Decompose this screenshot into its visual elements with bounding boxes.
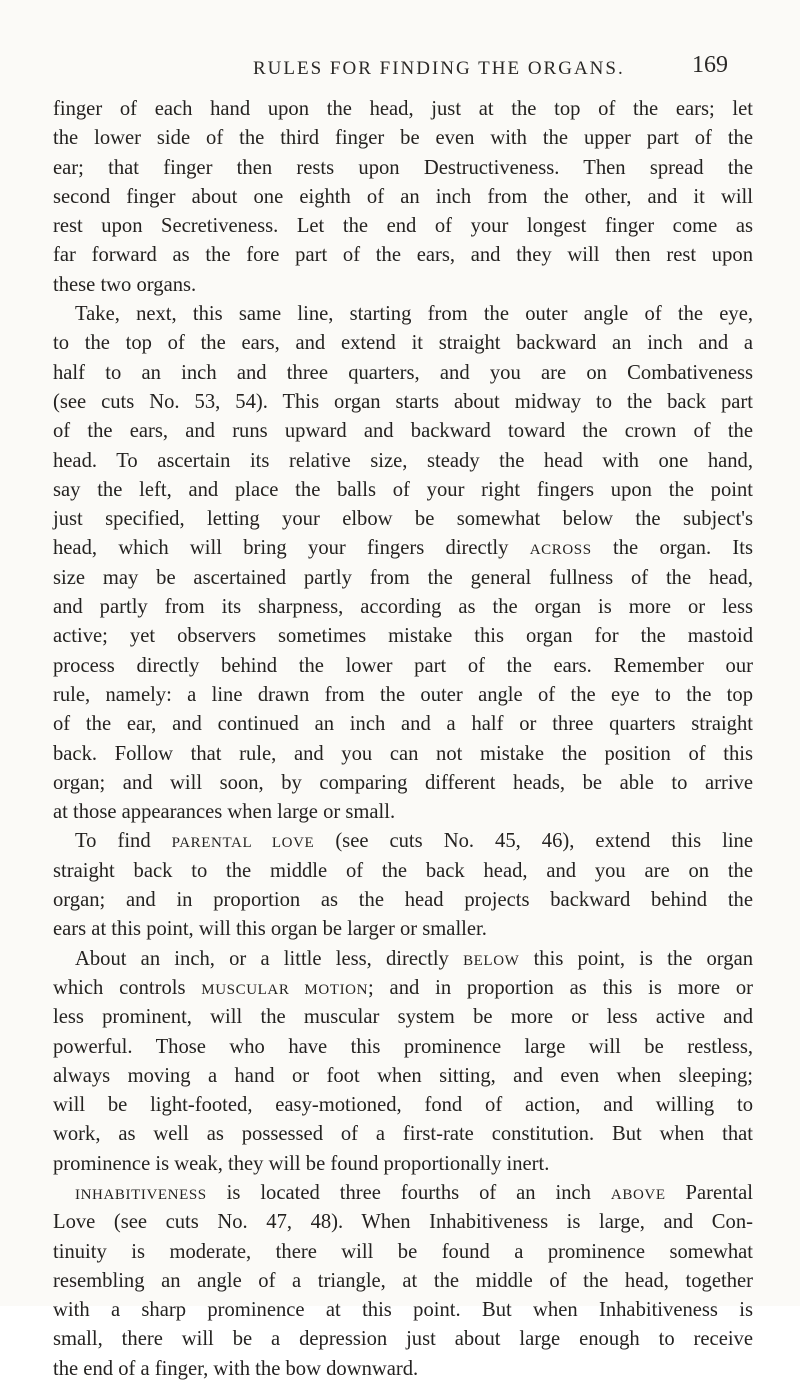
text-segment: small, there will be a depression just about large enough to receive [53,1328,753,1351]
text-line [53,974,753,1003]
text-line [53,154,753,183]
text-line [53,505,753,534]
text-line [53,652,753,681]
text-line [53,300,753,329]
text-segment: (see cuts No. 53, 54). This organ starts about midway to the back part [53,390,753,413]
text-segment: back. Follow that rule, and you can not mistake the position of this [53,742,753,765]
small-caps-term: ACROSS [529,542,592,559]
text-segment: rest upon Secretiveness. Let the end of your longest finger come as [53,215,753,238]
text-line [53,1179,753,1208]
text-segment: just specified, letting your elbow be somewhat below the subject's [53,508,753,531]
text-line [53,1325,753,1354]
small-caps-term: PARENTAL LOVE [171,835,315,852]
text-segment: prominence is weak, they will be found proportionally inert. [53,1152,550,1175]
text-segment: half to an inch and three quarters, and you are on Combativeness [53,361,753,384]
text-segment: About an inch, or a little less, directly [75,947,464,970]
text-segment: second finger about one eighth of an inch from the other, and it will [53,185,753,208]
running-head: RULES FOR FINDING THE ORGANS. [253,58,625,79]
text-segment: of the ear, and continued an inch and a half or three quarters straight [53,713,753,736]
text-segment: of the ears, and runs upward and backward toward the crown of the [53,420,753,443]
text-line [53,271,753,300]
text-line [53,1296,753,1325]
text-segment: these two organs. [53,273,197,296]
text-line [53,476,753,505]
text-line [53,564,753,593]
text-segment: organ; and will soon, by comparing different heads, be able to arrive [53,771,753,794]
text-segment: tinuity is moderate, there will be found a prominence somewhat [53,1240,753,1263]
small-caps-term: MUSCULAR MOTION [201,981,369,998]
text-segment: organ; and in proportion as the head projects backward behind the [53,889,753,912]
text-line [53,798,753,827]
text-line [53,1150,753,1179]
text-segment: size may be ascertained partly from the general fullness of the head, [53,566,753,589]
text-segment: less prominent, will the muscular system be more or less active and [53,1006,753,1029]
text-segment: the end of a finger, with the bow downward. [53,1357,419,1380]
text-segment: and partly from its sharpness, according as the organ is more or less [53,596,753,619]
text-line [53,388,753,417]
text-line [53,857,753,886]
text-segment: say the left, and place the balls of your right fingers upon the point [53,478,753,501]
small-caps-term: INHABITIVENESS [75,1186,207,1203]
text-segment: process directly behind the lower part of the ears. Remember our [53,654,753,677]
text-segment: is located three fourths of an inch [206,1181,611,1204]
text-segment: work, as well as possessed of a first-rate constitution. But when that [53,1123,753,1146]
text-line [53,359,753,388]
text-line [53,447,753,476]
text-line [53,593,753,622]
text-segment: resembling an angle of a triangle, at the middle of the head, together [53,1269,753,1292]
text-line [53,1208,753,1237]
text-segment: head. To ascertain its relative size, steady the head with one hand, [53,449,753,472]
text-segment: to the top of the ears, and extend it straight backward an inch and a [53,332,753,355]
text-line [53,1062,753,1091]
small-caps-term: BELOW [463,952,520,969]
text-line [53,681,753,710]
page-number: 169 [692,52,728,78]
text-line [53,95,753,124]
text-segment: the organ. Its [591,537,753,560]
text-line [53,740,753,769]
text-line [53,769,753,798]
text-line [53,1267,753,1296]
text-segment: rule, namely: a line drawn from the outer angle of the eye to the top [53,683,753,706]
text-line [53,1003,753,1032]
text-line [53,1120,753,1149]
text-line [53,915,753,944]
text-line [53,1091,753,1120]
body-text [53,95,753,1384]
text-segment: ; and in proportion as this is more or [368,976,753,999]
text-line [53,124,753,153]
text-segment: To find [75,830,172,853]
small-caps-term: ABOVE [610,1186,666,1203]
text-segment: the lower side of the third finger be even with the upper part of the [53,127,753,150]
text-segment: this point, is the organ [519,947,754,970]
text-line [53,241,753,270]
text-segment: straight back to the middle of the back head, and you are on the [53,859,753,882]
text-segment: (see cuts No. 45, 46), extend this line [314,830,753,853]
text-segment: Take, next, this same line, starting from the outer angle of the eye, [75,303,753,326]
text-line [53,710,753,739]
text-segment: far forward as the fore part of the ears, and they will then rest upon [53,244,753,267]
text-line [53,1033,753,1062]
text-line [53,329,753,358]
text-line [53,212,753,241]
text-line [53,827,753,856]
text-segment: which controls [53,976,202,999]
text-segment: active; yet observers sometimes mistake this organ for the mastoid [53,625,753,648]
text-segment: Parental [665,1181,753,1204]
text-segment: ears at this point, will this organ be larger or smaller. [53,918,487,941]
text-segment: Love (see cuts No. 47, 48). When Inhabitiveness is large, and Con- [53,1211,753,1234]
text-line [53,886,753,915]
text-segment: at those appearances when large or small. [53,801,396,824]
text-segment: powerful. Those who have this prominence large will be restless, [53,1035,753,1058]
text-segment: always moving a hand or foot when sitting, and even when sleeping; [53,1064,753,1087]
text-line [53,534,753,563]
text-line [53,417,753,446]
text-line [53,183,753,212]
text-line [53,945,753,974]
text-segment: with a sharp prominence at this point. But when Inhabitiveness is [53,1299,753,1322]
text-segment: head, which will bring your fingers directly [53,537,530,560]
text-line [53,622,753,651]
text-segment: ear; that finger then rests upon Destructiveness. Then spread the [53,156,753,179]
text-segment: finger of each hand upon the head, just at the top of the ears; let [53,98,753,120]
text-segment: will be light-footed, easy-motioned, fond of action, and willing to [53,1094,753,1117]
text-line [53,1238,753,1267]
text-line [53,1355,753,1384]
